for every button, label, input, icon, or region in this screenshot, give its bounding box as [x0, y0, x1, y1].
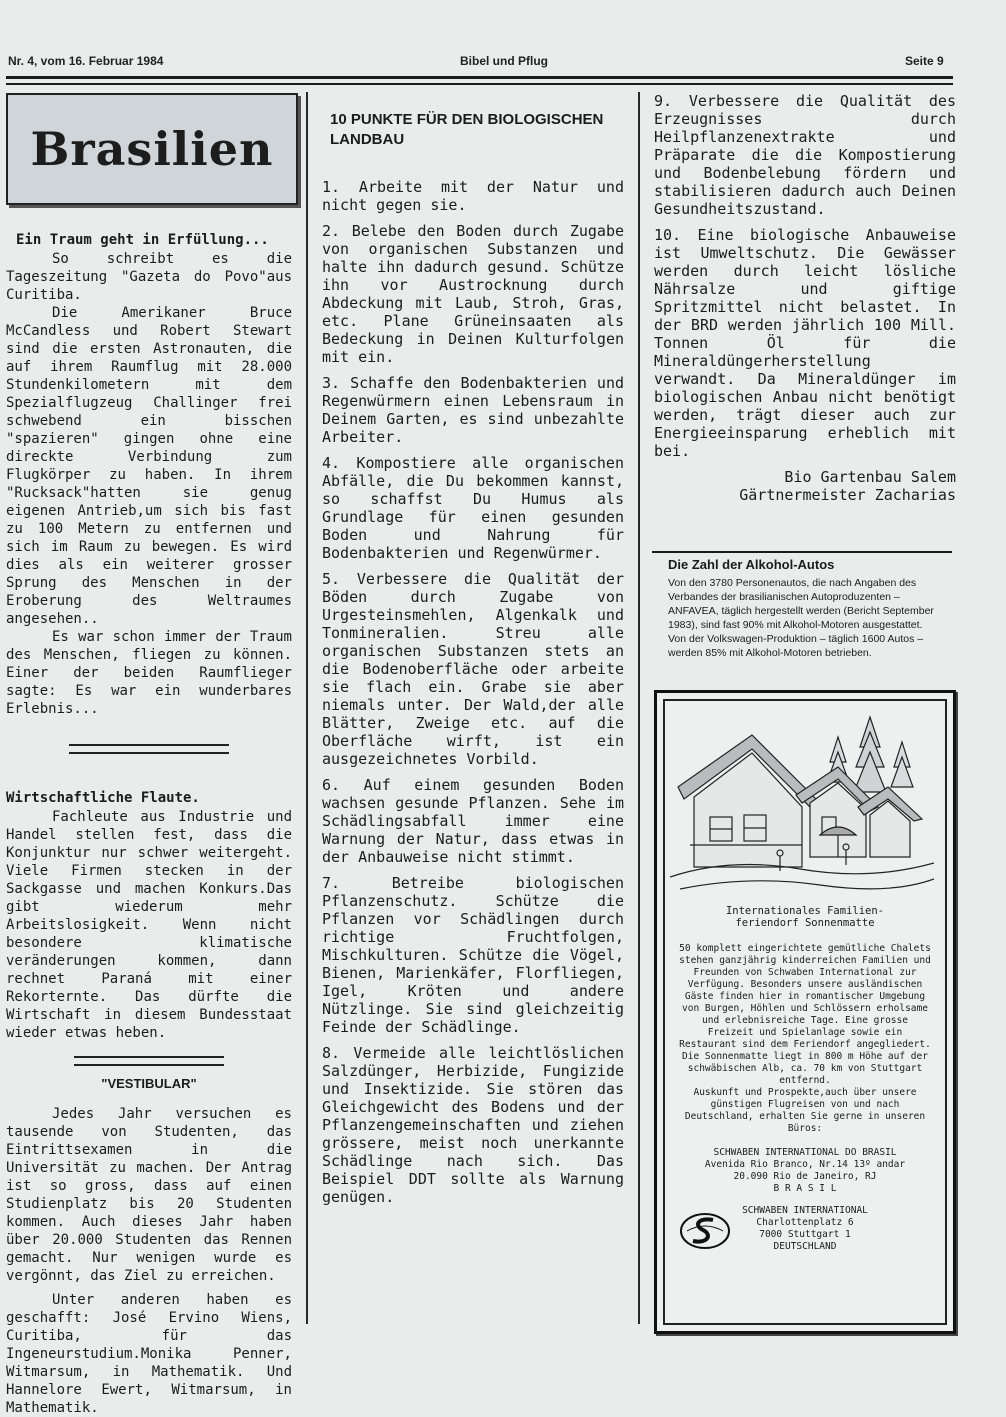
point-9: 9. Verbessere die Qualität des Erzeugnisses durch Heilpflanzenextrakte und Präparate die die Kompostierung und Bodenbelebung fördern und stabilisieren dadurch auch Deinen Gesundheitszustand. [654, 92, 956, 218]
point-10: 10. Eine biologische Anbauweise ist Umweltschutz. Die Gewässer werden durch leicht lösliche Nährsalze und giftige Spritzmittel nicht belastet. In der BRD werden jährlich 100 Mill. Tonnen Öl für die Mineraldüngerherstellung verwandt. Da Mineraldünger im biologischen Anbau nicht benötigt werden, trägt dieser auch zur Energieeinsparung erheblich mit bei. [654, 226, 956, 460]
article-flaute-p1: Fachleute aus Industrie und Handel stellen fest, dass die Konjunktur nur schwer weitergeht. Viele Firmen stecken in der Sackgasse und machen Konkurs.Das gibt wiederum mehr Arbeitslosigkeit. Wenn nicht besondere klimatische veränderungen kommen, dann rechnet Paraná mit einer Rekorternte. Das dürfte die Wirtschaft in diesem Bundesstaat wieder etwas heben. [6, 809, 292, 1041]
schwaben-logo-icon [679, 1211, 731, 1251]
article-flaute [6, 790, 292, 1042]
signature-line-1: Bio Gartenbau Salem [784, 468, 956, 486]
separator [69, 744, 229, 754]
ad-address-2-line-2: Charlottenplatz 6 [756, 1217, 854, 1228]
alkohol-autos-text: Von den 3780 Personenautos, die nach Angaben des Verbandes der brasilianischen Autoproduzenten – ANFAVEA, täglich hergestellt werden (Bericht September 1983), sind fast 90% mit Alkohol-Motoren ausgestattet. Von der Volkswagen-Produktion – täglich 1600 Autos – werden 85% mit Alkohol-Motoren betrieben. [668, 577, 934, 659]
ad-info: Auskunft und Prospekte,auch über unsere günstigen Flugreisen von und nach Deutschland, erhalten Sie gerne in unseren Büros: [684, 1087, 926, 1134]
banner-brasilien [6, 93, 298, 205]
column-divider-right [638, 92, 640, 1324]
article-vestibular [6, 1076, 292, 1417]
article-flaute-title: Wirtschaftliche Flaute. [6, 790, 200, 806]
chalet-illustration [670, 707, 934, 897]
point-8: 8. Vermeide alle leichtlöslichen Salzdünger, Herbizide, Fungizide und Insektizide. Sie stören das Gleichgewicht des Bodens und der Pflanzengemeinschaften und ziehen grössere, meist noch unerkannte Schädlinge nach sich. Das Beispiel DDT sollte als Warnung genügen. [322, 1044, 624, 1206]
middle-column [322, 110, 624, 1214]
article-traum-title: Ein Traum geht in Erfüllung... [16, 232, 269, 248]
column-divider-left [306, 92, 308, 1324]
article-traum-p3: Es war schon immer der Traum des Menschen, fliegen zu können. Einer der beiden Raumflieger sagte: Es war ein wunderbares Erlebnis... [6, 629, 292, 717]
ad-text [679, 905, 931, 1253]
ad-address-2-line-3: 7000 Stuttgart 1 [759, 1229, 851, 1240]
header-rule-bottom [6, 83, 953, 85]
issue-date: Nr. 4, vom 16. Februar 1984 [8, 54, 164, 68]
article-traum [6, 232, 292, 718]
separator [74, 1056, 224, 1066]
ad-address-1-line-4: B R A S I L [773, 1183, 837, 1194]
point-5: 5. Verbessere die Qualität der Böden durch Zugabe von Urgesteinsmehlen, Algenkalk und Tonmineralien. Streu alle organischen Substanzen stets an die Bodenoberfläche oder arbeite sie flach ein. Grabe sie aber niemals unter. Der Wald,der alle Blätter, Zweige etc. auf die Oberfläche wirft, ist ein ausgezeichnetes Vorbild. [322, 570, 624, 768]
publication-name: Bibel und Pflug [460, 54, 548, 68]
ad-address-1-line-3: 20.090 Rio de Janeiro, RJ [733, 1171, 877, 1182]
point-2: 2. Belebe den Boden durch Zugabe von organischen Substanzen und halte ihn dadurch gesund. Schütze ihn vor Austrocknung durch Abdeckung mit Laub, Stroh, Gras, etc. Plane Grüneinsaaten als Bedeckung in Deinen Kulturfolgen mit ein. [322, 222, 624, 366]
article-traum-p1: So schreibt es die Tageszeitung "Gazeta do Povo"aus Curitiba. [6, 251, 292, 303]
header-rule-top [6, 76, 953, 79]
ad-title-line-1: Internationales Familien- [725, 905, 885, 917]
middle-title: 10 PUNKTE FÜR DEN BIOLOGISCHEN LANDBAU [330, 111, 604, 148]
ad-address-1-line-2: Avenida Rio Branco, Nr.14 13º andar [704, 1159, 906, 1170]
point-3: 3. Schaffe den Bodenbakterien und Regenwürmern einen Lebensraum in Deinem Garten, es sind unbezahlte Arbeiter. [322, 374, 624, 446]
point-1: 1. Arbeite mit der Natur und nicht gegen sie. [322, 178, 624, 214]
page-number: Seite 9 [905, 54, 944, 68]
article-traum-p2: Die Amerikaner Bruce McCandless und Robert Stewart sind die ersten Astronauten, die auf ihrem Raumflug mit 28.000 Stundenkilometern mit dem Spezialflugzeug Challinger frei schwebend ein bisschen "spazieren" gingen ohne eine direckte Verbindung zum Flugkörper zu haben. In ihrem "Rucksack"hatten sie genug eigenen Antrieb,um sich bis fast zu 100 Metern zu entfernen und sich im Raum zu bewegen. Es wird dies als ein weiterer grosser Sprung des Menschen in der Eroberung des Weltraumes angesehen.. [6, 305, 292, 627]
right-column-text [654, 92, 956, 504]
article-vestibular-p2: Unter anderen haben es geschafft: José Ervino Wiens, Curitiba, für das Ingeneurstudium.Monika Penner, Witmarsum, in Mathematik. Und Hannelore Ewert, Witmarsum, in Mathematik. [6, 1292, 292, 1416]
point-7: 7. Betreibe biologischen Pflanzenschutz. Schütze die Pflanzen vor Schädlingen durch richtige Fruchtfolgen, Mischkulturen. Schütze die Vögel, Bienen, Marienkäfer, Florfliegen, Igel, Kröten und andere Nützlinge. Sie sind gleichzeitig Feinde der Schädlinge. [322, 874, 624, 1036]
ad-body: 50 komplett eingerichtete gemütliche Chalets stehen ganzjährig kinderreichen Familien und Freunden von Schwaben International zur Verfügung. Besonders unsere ausländischen Gäste finden hier in romantischer Umgebung von Burgen, Höhlen und Schlössern erholsame und erlebnisreiche Tage. Eine grosse Freizeit und Spielanlage sowie ein Restaurant sind dem Feriendorf angegliedert. Die Sonnenmatte liegt in 800 m Höhe auf der schwäbischen Alb, ca. 70 km von Stuttgart entfernd. [679, 943, 931, 1086]
article-vestibular-p1: Jedes Jahr versuchen es tausende von Studenten, das Eintrittsexamen in die Universität zu machen. Der Antrag ist so gross, dass auf einen Studienplatz bis 20 Studenten kommen. Auch dieses Jahr haben über 20.000 Studenten das Rennen gemacht. Nur wenigen wurde es vergönnt, das Ziel zu erreichen. [6, 1106, 292, 1284]
ad-address-2 [679, 1205, 931, 1253]
sonnenmatte-ad [654, 690, 956, 1334]
right-rule [652, 551, 952, 553]
alkohol-autos-box [668, 557, 936, 660]
point-4: 4. Kompostiere alle organischen Abfälle, die Du bekommen kannst, so schaffst Du Humus als Grundlage für einen gesunden Boden und Nahrung für Bodenbakterien und Regenwürmer. [322, 454, 624, 562]
article-vestibular-title: "VESTIBULAR" [101, 1076, 197, 1091]
ad-title-line-2: feriendorf Sonnenmatte [735, 917, 875, 929]
ad-address-1-line-1: SCHWABEN INTERNATIONAL DO BRASIL [713, 1147, 897, 1158]
banner-title: Brasilien [30, 122, 274, 176]
ad-address-2-line-1: SCHWABEN INTERNATIONAL [742, 1205, 868, 1216]
point-6: 6. Auf einem gesunden Boden wachsen gesunde Pflanzen. Sehe im Schädlingsabfall immer eine Warnung der Natur, dass etwas in der Anbauweise nicht stimmt. [322, 776, 624, 866]
alkohol-autos-title: Die Zahl der Alkohol-Autos [668, 557, 835, 572]
ad-address-2-line-4: DEUTSCHLAND [773, 1241, 837, 1252]
left-column [6, 232, 292, 1417]
signature-line-2: Gärtnermeister Zacharias [739, 486, 956, 504]
